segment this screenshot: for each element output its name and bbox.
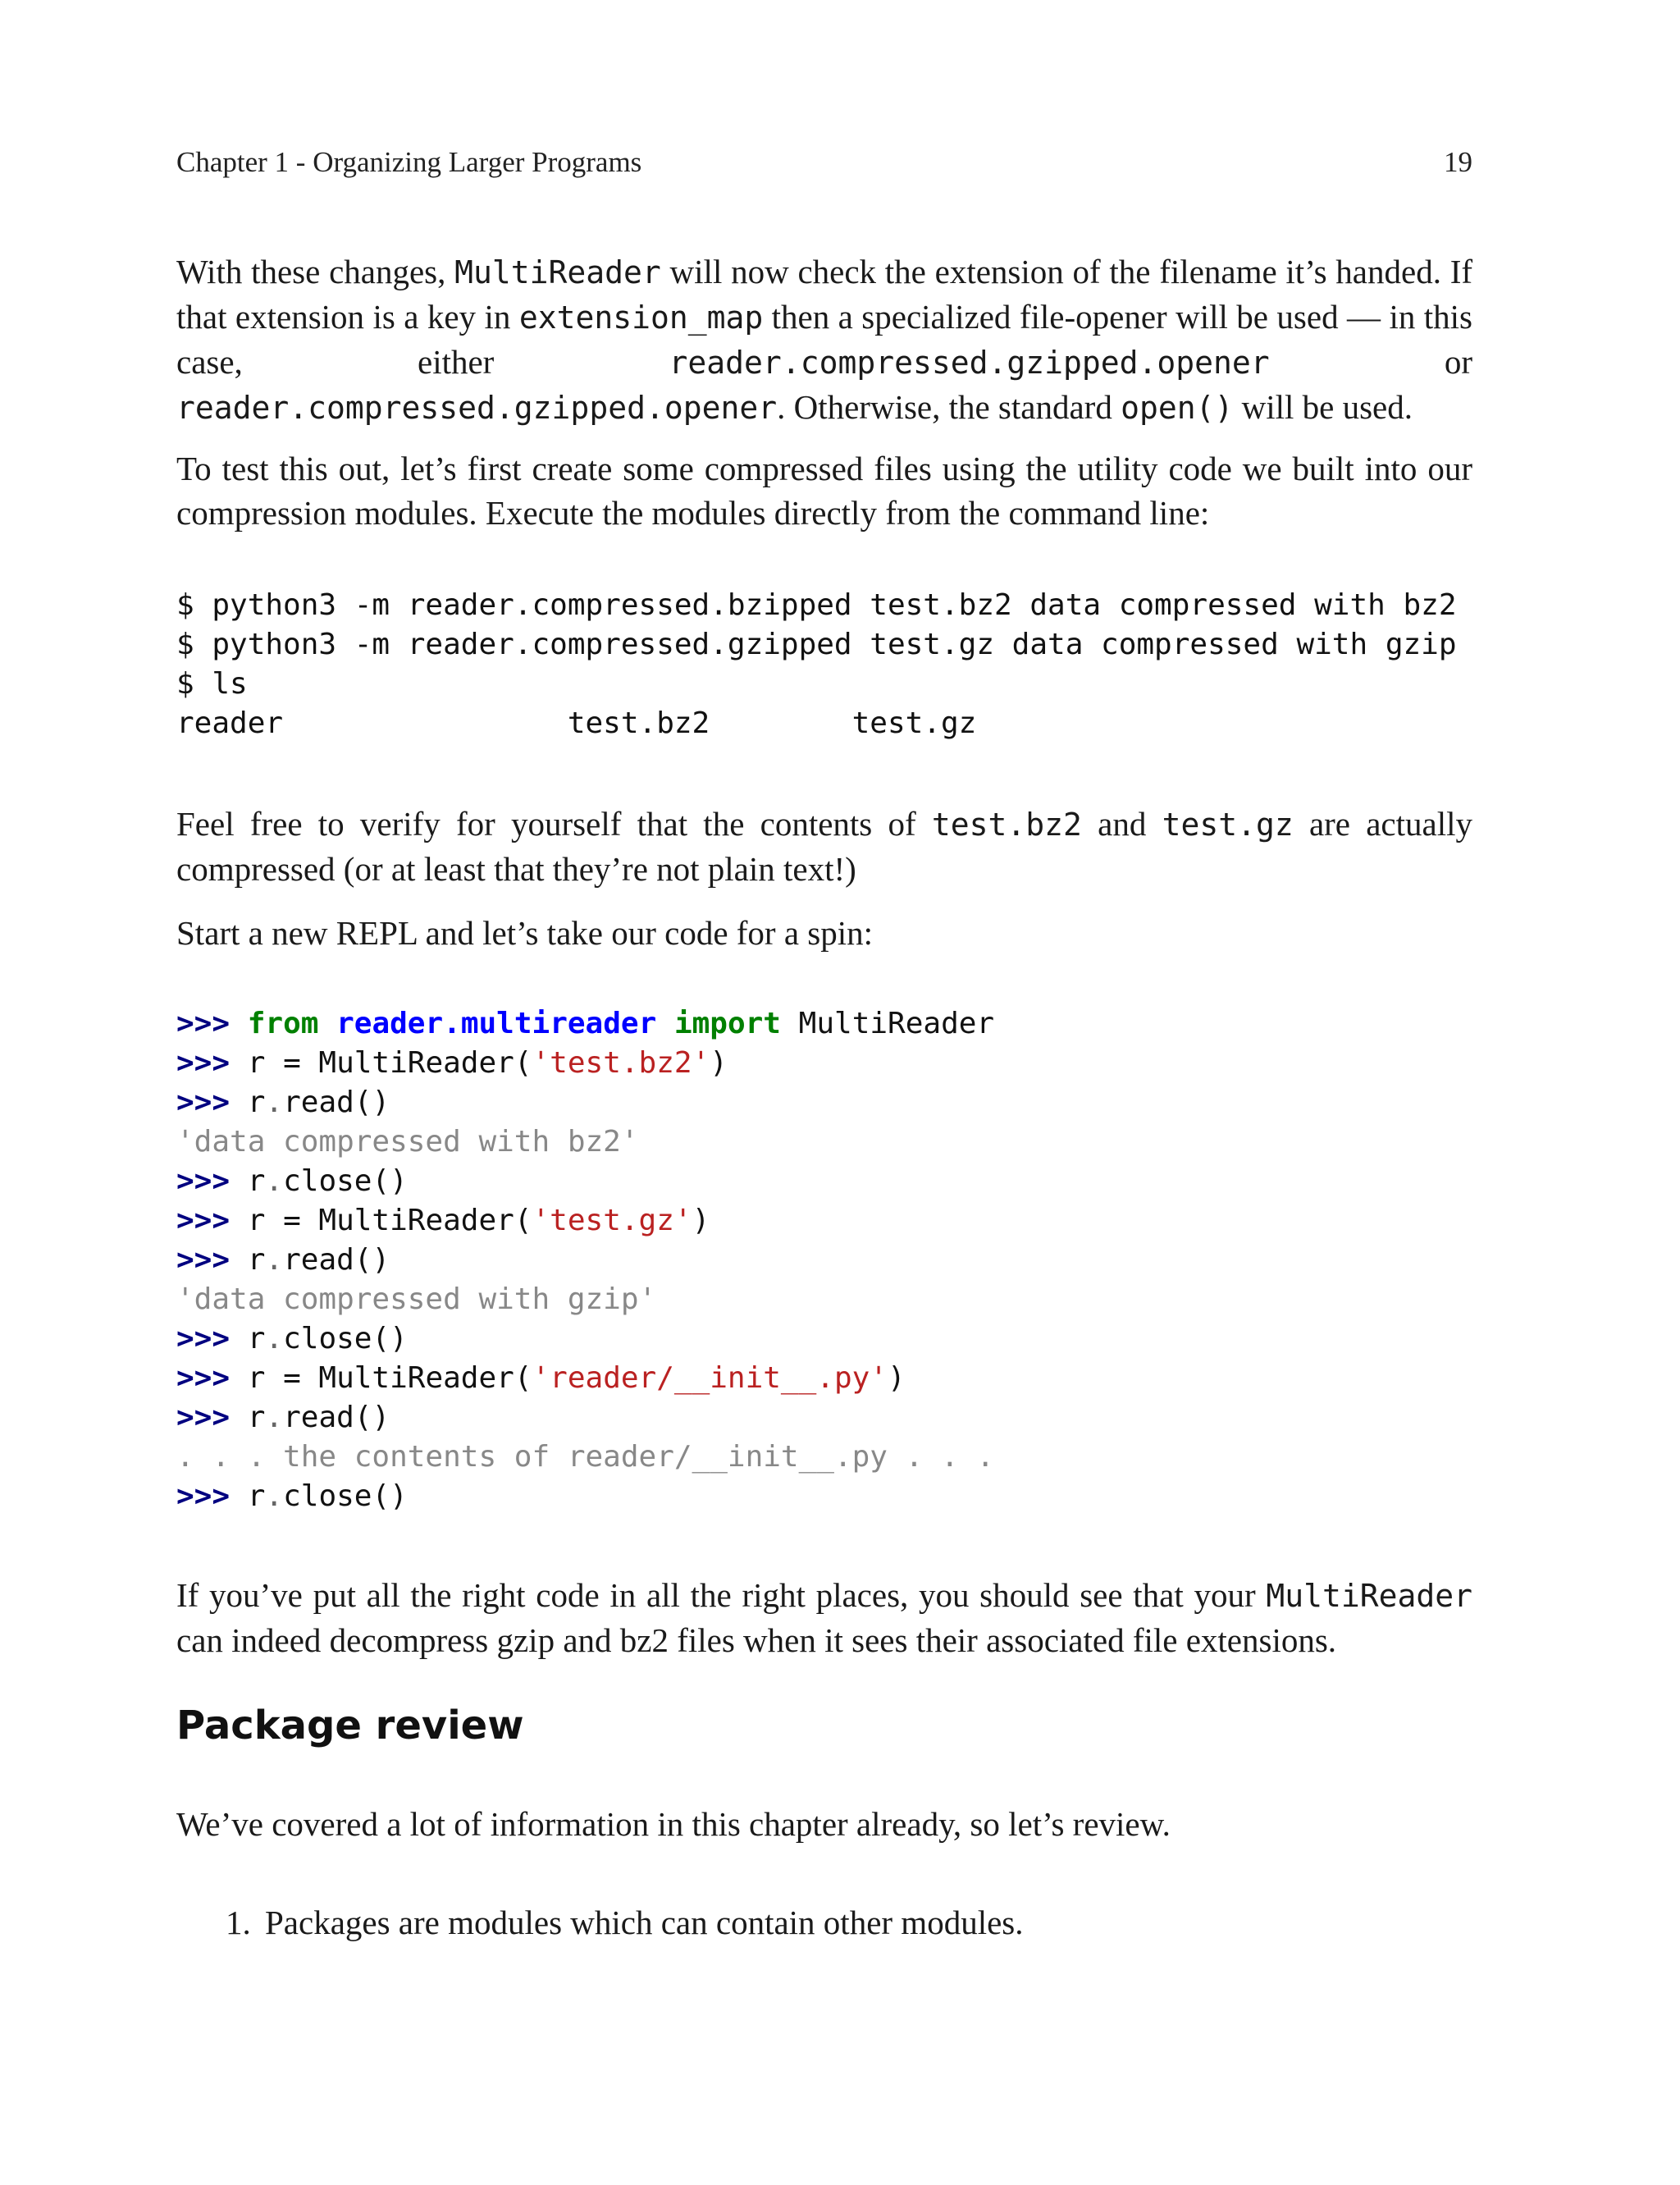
inline-code: extension_map <box>518 299 764 336</box>
code-line: $ python3 -m reader.compressed.bzipped test.bz2 data compressed with bz2 <box>176 588 1457 622</box>
code-line: $ ls <box>176 667 248 701</box>
running-header <box>176 146 1472 179</box>
chapter-title: Chapter 1 - Organizing Larger Programs <box>176 146 642 178</box>
paragraph-test-intro: To test this out, let’s first create some compressed files using the utility code we built into our compression modules. Execute the modules directly from the command line: <box>176 450 1472 532</box>
paragraph-review-intro: We’ve covered a lot of information in this chapter already, so let’s review. <box>176 1805 1171 1843</box>
code-output-line: 'data compressed with bz2' <box>176 1125 639 1159</box>
code-line: >>> r.read() <box>176 1243 390 1277</box>
paragraph-start-repl: Start a new REPL and let’s take our code for a spin: <box>176 914 874 952</box>
code-line: reader test.bz2 test.gz <box>176 706 977 740</box>
section-heading: Package review <box>176 1703 524 1748</box>
code-line: $ python3 -m reader.compressed.gzipped test.gz data compressed with gzip <box>176 628 1457 661</box>
code-line: >>> r = MultiReader('test.gz') <box>176 1204 710 1237</box>
list-item-text: Packages are modules which can contain other modules. <box>265 1904 1024 1941</box>
inline-code: reader.compressed.gzipped.opener <box>176 390 778 426</box>
code-line: >>> r.close() <box>176 1164 408 1198</box>
list-item-number: 1. <box>226 1904 251 1941</box>
inline-code: test.bz2 <box>931 807 1082 843</box>
code-line: >>> r.close() <box>176 1479 408 1513</box>
page-number: 19 <box>1444 146 1472 178</box>
paragraph-multireader-changes: With these changes, MultiReader will now check the extension of the filename it’s handed. If that extension is a key in extension_map then a specialized file-opener will be used — in this case, either reader.compressed.gzipped.opener or reader.compressed.gzipped.opener. Otherwise, the standard open() will be used. <box>176 253 1472 426</box>
code-output-line: . . . the contents of reader/__init__.py . . . <box>176 1440 994 1474</box>
paragraph-verify: Feel free to verify for yourself that the contents of test.bz2 and test.gz are actually compressed (or at least that they’re not plain text!) <box>176 805 1472 888</box>
code-line: >>> r = MultiReader('test.bz2') <box>176 1046 728 1080</box>
inline-code: MultiReader <box>454 254 661 290</box>
code-output-line: 'data compressed with gzip' <box>176 1282 657 1316</box>
inline-code: test.gz <box>1162 807 1294 843</box>
inline-code: reader.compressed.gzipped.opener <box>669 345 1270 381</box>
list-item <box>226 1900 1023 1945</box>
code-line: >>> r.read() <box>176 1086 390 1119</box>
code-line: >>> from reader.multireader import MultiReader <box>176 1007 995 1040</box>
code-line: >>> r = MultiReader('reader/__init__.py') <box>176 1361 906 1395</box>
inline-code: MultiReader <box>1266 1578 1472 1614</box>
inline-code: open() <box>1121 390 1234 426</box>
shell-code-block <box>176 586 1457 743</box>
code-line: >>> r.close() <box>176 1322 408 1355</box>
code-line: >>> r.read() <box>176 1401 390 1434</box>
repl-code-block <box>176 1004 994 1516</box>
paragraph-conclusion: If you’ve put all the right code in all the right places, you should see that your MultiReader can indeed decompress gzip and bz2 files when it sees their associated file extensions. <box>176 1576 1472 1659</box>
